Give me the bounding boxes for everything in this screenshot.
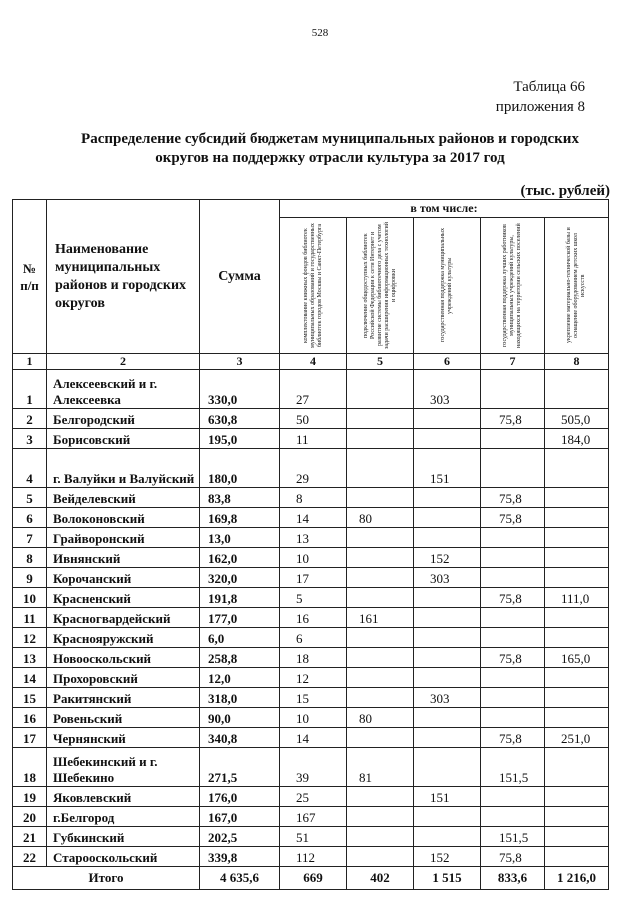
- row-col5: [347, 668, 414, 688]
- header-col8-text: укрепление материально-технической базы и оснащение оборудованием детских школ искусств: [566, 227, 586, 344]
- row-col5: [347, 628, 414, 648]
- row-col4: 11: [280, 429, 347, 449]
- row-number: 3: [13, 429, 47, 449]
- row-sum: 320,0: [200, 568, 280, 588]
- col-number: 4: [280, 354, 347, 370]
- header-col7-text: государственная поддержка лучших работников муниципальных учреждений культуры, находящихся на территории сельских поселений: [502, 223, 522, 348]
- table-row: [13, 488, 609, 508]
- district-name: г. Валуйки и Валуйский: [47, 449, 200, 488]
- row-col8: [545, 608, 609, 628]
- row-col7: [481, 429, 545, 449]
- header-col6: [414, 218, 481, 354]
- row-col8: [545, 668, 609, 688]
- district-name: Ракитянский: [47, 688, 200, 708]
- row-col7: [481, 688, 545, 708]
- row-col7: 75,8: [481, 409, 545, 429]
- row-col8: [545, 508, 609, 528]
- district-name: Краснояружский: [47, 628, 200, 648]
- row-col7: 75,8: [481, 847, 545, 867]
- row-col4: 10: [280, 708, 347, 728]
- table-row: [13, 449, 609, 488]
- row-col4: 51: [280, 827, 347, 847]
- row-sum: 202,5: [200, 827, 280, 847]
- row-col5: [347, 847, 414, 867]
- row-col6: [414, 528, 481, 548]
- total-row: [13, 867, 609, 890]
- row-col8: [545, 628, 609, 648]
- row-col4: 6: [280, 628, 347, 648]
- row-col4: 13: [280, 528, 347, 548]
- row-col5: 80: [347, 508, 414, 528]
- table-row: [13, 728, 609, 748]
- row-number: 13: [13, 648, 47, 668]
- row-col8: 111,0: [545, 588, 609, 608]
- row-col6: [414, 429, 481, 449]
- district-name: Ивнянский: [47, 548, 200, 568]
- district-name: Белгородский: [47, 409, 200, 429]
- row-number: 22: [13, 847, 47, 867]
- row-col7: 75,8: [481, 648, 545, 668]
- row-col8: [545, 548, 609, 568]
- row-number: 12: [13, 628, 47, 648]
- row-col8: 165,0: [545, 648, 609, 668]
- row-number: 5: [13, 488, 47, 508]
- row-col7: 75,8: [481, 728, 545, 748]
- col-number: 6: [414, 354, 481, 370]
- row-sum: 12,0: [200, 668, 280, 688]
- table-row: [13, 688, 609, 708]
- row-col5: [347, 568, 414, 588]
- row-col6: 303: [414, 688, 481, 708]
- row-col6: [414, 648, 481, 668]
- table-row: [13, 648, 609, 668]
- row-col7: [481, 608, 545, 628]
- row-col4: 12: [280, 668, 347, 688]
- row-number: 2: [13, 409, 47, 429]
- row-sum: 83,8: [200, 488, 280, 508]
- row-col6: [414, 508, 481, 528]
- row-col8: [545, 449, 609, 488]
- row-sum: 90,0: [200, 708, 280, 728]
- row-col7: [481, 548, 545, 568]
- subsidy-table: [12, 199, 609, 890]
- district-name: Алексеевский и г. Алексеевка: [47, 370, 200, 409]
- row-col8: [545, 787, 609, 807]
- row-col4: 112: [280, 847, 347, 867]
- row-col5: [347, 409, 414, 429]
- district-name: Прохоровский: [47, 668, 200, 688]
- district-name: Грайворонский: [47, 528, 200, 548]
- row-sum: 180,0: [200, 449, 280, 488]
- total-label: Итого: [13, 867, 200, 890]
- row-sum: 330,0: [200, 370, 280, 409]
- district-name: Борисовский: [47, 429, 200, 449]
- row-col4: 39: [280, 748, 347, 787]
- row-col8: [545, 688, 609, 708]
- row-col7: [481, 708, 545, 728]
- row-col8: [545, 488, 609, 508]
- header-sum: Сумма: [200, 200, 280, 354]
- row-col5: [347, 488, 414, 508]
- header-col5: [347, 218, 414, 354]
- table-row: [13, 708, 609, 728]
- row-col4: 18: [280, 648, 347, 668]
- table-row: [13, 528, 609, 548]
- header-col4-text: комплектование книжных фондов библиотек муниципальных образований и государственных библиотек городов Москвы и Санкт-Петербурга: [302, 223, 323, 348]
- row-col8: [545, 827, 609, 847]
- row-sum: 340,8: [200, 728, 280, 748]
- row-col7: 75,8: [481, 588, 545, 608]
- row-col6: 152: [414, 548, 481, 568]
- row-col5: 81: [347, 748, 414, 787]
- header-name: Наименование муниципальных районов и городских округов: [47, 200, 200, 354]
- row-number: 6: [13, 508, 47, 528]
- district-name: Вейделевский: [47, 488, 200, 508]
- district-name: Чернянский: [47, 728, 200, 748]
- row-col6: 303: [414, 568, 481, 588]
- header-col6-text: государственная поддержка муниципальных учреждений культуры: [440, 228, 453, 343]
- row-col5: [347, 827, 414, 847]
- row-sum: 169,8: [200, 508, 280, 528]
- row-col5: [347, 807, 414, 827]
- row-col5: [347, 688, 414, 708]
- row-col6: 151: [414, 449, 481, 488]
- row-number: 20: [13, 807, 47, 827]
- page-number: 528: [311, 27, 329, 39]
- table-ref-line2: приложения 8: [495, 99, 585, 115]
- table-row: [13, 807, 609, 827]
- district-name: г.Белгород: [47, 807, 200, 827]
- row-sum: 191,8: [200, 588, 280, 608]
- row-col7: 151,5: [481, 827, 545, 847]
- row-col8: [545, 807, 609, 827]
- district-name: Шебекинский и г. Шебекино: [47, 748, 200, 787]
- district-name: Ровеньский: [47, 708, 200, 728]
- row-col6: [414, 608, 481, 628]
- col-number: 7: [481, 354, 545, 370]
- col-number: 2: [47, 354, 200, 370]
- row-number: 1: [13, 370, 47, 409]
- header-col4: [280, 218, 347, 354]
- row-col6: [414, 588, 481, 608]
- row-col5: [347, 429, 414, 449]
- row-number: 16: [13, 708, 47, 728]
- row-col7: [481, 787, 545, 807]
- total-sum: 4 635,6: [200, 867, 280, 890]
- table-row: [13, 568, 609, 588]
- total-col5: 402: [347, 867, 414, 890]
- row-number: 11: [13, 608, 47, 628]
- row-col6: [414, 827, 481, 847]
- row-number: 17: [13, 728, 47, 748]
- row-col6: 303: [414, 370, 481, 409]
- col-number: 8: [545, 354, 609, 370]
- row-number: 18: [13, 748, 47, 787]
- document-title: [40, 130, 620, 168]
- row-col4: 25: [280, 787, 347, 807]
- row-col8: 505,0: [545, 409, 609, 429]
- header-col8: [545, 218, 609, 354]
- row-col4: 167: [280, 807, 347, 827]
- table-row: [13, 847, 609, 867]
- row-col4: 15: [280, 688, 347, 708]
- table-row: [13, 748, 609, 787]
- title-line2: округов на поддержку отрасли культура за 2017 год: [155, 150, 505, 166]
- row-sum: 271,5: [200, 748, 280, 787]
- header-number: № п/п: [13, 200, 47, 354]
- row-col6: 152: [414, 847, 481, 867]
- row-col7: [481, 807, 545, 827]
- row-col7: [481, 449, 545, 488]
- units-label: (тыс. рублей): [520, 183, 610, 199]
- row-col8: [545, 370, 609, 409]
- row-col5: [347, 528, 414, 548]
- row-col5: [347, 548, 414, 568]
- row-col7: [481, 568, 545, 588]
- row-col7: 75,8: [481, 508, 545, 528]
- row-sum: 167,0: [200, 807, 280, 827]
- row-col6: [414, 628, 481, 648]
- table-row: [13, 628, 609, 648]
- row-sum: 318,0: [200, 688, 280, 708]
- row-col6: [414, 708, 481, 728]
- col-number: 3: [200, 354, 280, 370]
- row-number: 10: [13, 588, 47, 608]
- total-col7: 833,6: [481, 867, 545, 890]
- row-col4: 5: [280, 588, 347, 608]
- district-name: Корочанский: [47, 568, 200, 588]
- district-name: Губкинский: [47, 827, 200, 847]
- table-row: [13, 588, 609, 608]
- row-col8: [545, 568, 609, 588]
- row-sum: 195,0: [200, 429, 280, 449]
- district-name: Волоконовский: [47, 508, 200, 528]
- table-row: [13, 429, 609, 449]
- table-row: [13, 827, 609, 847]
- row-col8: [545, 708, 609, 728]
- row-col4: 8: [280, 488, 347, 508]
- row-col8: 184,0: [545, 429, 609, 449]
- total-col4: 669: [280, 867, 347, 890]
- table-row: [13, 787, 609, 807]
- row-number: 9: [13, 568, 47, 588]
- table-reference: [496, 77, 585, 117]
- row-col5: [347, 787, 414, 807]
- row-col5: [347, 370, 414, 409]
- table-ref-line1: Таблица 66: [513, 79, 585, 95]
- row-sum: 630,8: [200, 409, 280, 429]
- row-col5: [347, 588, 414, 608]
- row-number: 21: [13, 827, 47, 847]
- row-number: 4: [13, 449, 47, 488]
- row-sum: 176,0: [200, 787, 280, 807]
- table-row: [13, 409, 609, 429]
- table-body: [13, 370, 609, 867]
- row-col5: [347, 728, 414, 748]
- header-col7: [481, 218, 545, 354]
- row-col5: 161: [347, 608, 414, 628]
- row-number: 19: [13, 787, 47, 807]
- row-col7: [481, 528, 545, 548]
- row-col4: 17: [280, 568, 347, 588]
- row-col7: 151,5: [481, 748, 545, 787]
- total-col6: 1 515: [414, 867, 481, 890]
- table-row: [13, 370, 609, 409]
- col-number: 1: [13, 354, 47, 370]
- row-col5: [347, 449, 414, 488]
- row-col4: 10: [280, 548, 347, 568]
- row-number: 15: [13, 688, 47, 708]
- row-col6: [414, 409, 481, 429]
- row-sum: 6,0: [200, 628, 280, 648]
- row-col6: [414, 807, 481, 827]
- table-row: [13, 508, 609, 528]
- row-col6: [414, 728, 481, 748]
- row-col4: 14: [280, 508, 347, 528]
- row-number: 14: [13, 668, 47, 688]
- row-sum: 13,0: [200, 528, 280, 548]
- row-number: 7: [13, 528, 47, 548]
- row-col4: 16: [280, 608, 347, 628]
- col-number: 5: [347, 354, 414, 370]
- row-col6: [414, 748, 481, 787]
- row-col7: [481, 668, 545, 688]
- row-col6: [414, 668, 481, 688]
- row-col8: [545, 528, 609, 548]
- row-col5: [347, 648, 414, 668]
- row-col4: 14: [280, 728, 347, 748]
- table-row: [13, 668, 609, 688]
- row-col6: 151: [414, 787, 481, 807]
- row-col4: 50: [280, 409, 347, 429]
- column-number-row: [13, 354, 609, 370]
- row-col7: 75,8: [481, 488, 545, 508]
- row-col8: [545, 847, 609, 867]
- district-name: Новооскольский: [47, 648, 200, 668]
- total-col8: 1 216,0: [545, 867, 609, 890]
- district-name: Красненский: [47, 588, 200, 608]
- district-name: Старооскольский: [47, 847, 200, 867]
- row-col5: 80: [347, 708, 414, 728]
- row-col4: 27: [280, 370, 347, 409]
- title-line1: Распределение субсидий бюджетам муниципальных районов и городских: [81, 131, 579, 147]
- row-sum: 177,0: [200, 608, 280, 628]
- row-number: 8: [13, 548, 47, 568]
- district-name: Яковлевский: [47, 787, 200, 807]
- row-sum: 339,8: [200, 847, 280, 867]
- row-col6: [414, 488, 481, 508]
- row-sum: 162,0: [200, 548, 280, 568]
- row-col7: [481, 628, 545, 648]
- district-name: Красногвардейский: [47, 608, 200, 628]
- row-col7: [481, 370, 545, 409]
- row-col4: 29: [280, 449, 347, 488]
- row-sum: 258,8: [200, 648, 280, 668]
- table-row: [13, 548, 609, 568]
- row-col8: [545, 748, 609, 787]
- row-col8: 251,0: [545, 728, 609, 748]
- header-including: в том числе:: [280, 200, 609, 218]
- table-row: [13, 608, 609, 628]
- header-col5-text: подключение общедоступных библиотек Российской Федерации к сети Интернет и развитие системы библиотечного дела с учетом задачи расширения информационных технологий и оцифровки: [362, 222, 397, 349]
